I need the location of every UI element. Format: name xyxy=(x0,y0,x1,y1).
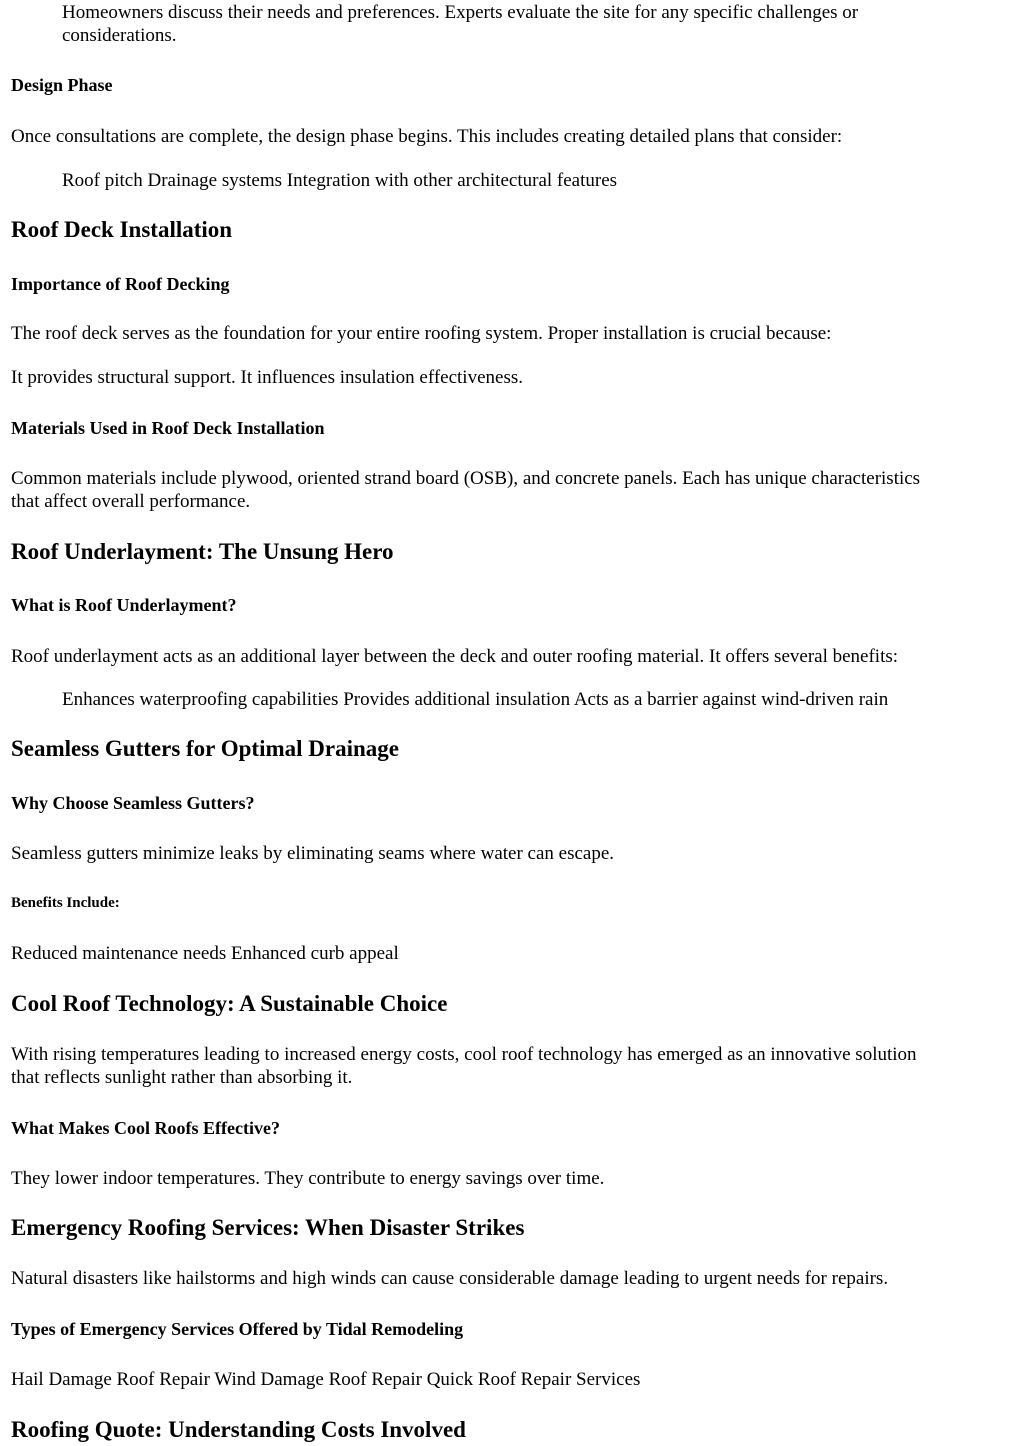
deck-materials-line-1: Common materials include plywood, oriented strand board (OSB), and concrete panels. Each has unique characteristics xyxy=(11,468,921,489)
underlayment-paragraph: Roof underlayment acts as an additional layer between the deck and outer roofing material. It offers several benefits: xyxy=(11,646,899,667)
decking-importance-list: It provides structural support. It influences insulation effectiveness. xyxy=(11,367,523,388)
cool-roof-line-1: With rising temperatures leading to increased energy costs, cool roof technology has emerged as an innovative solution xyxy=(11,1044,917,1065)
decking-importance-paragraph: The roof deck serves as the foundation for your entire roofing system. Proper installation is crucial because: xyxy=(11,323,832,344)
gutters-question: Why Choose Seamless Gutters? xyxy=(11,793,255,813)
deck-materials-line-2: that affect overall performance. xyxy=(11,491,251,512)
deck-materials-heading: Materials Used in Roof Deck Installation xyxy=(11,418,325,438)
emergency-heading: Emergency Roofing Services: When Disaster Strikes xyxy=(11,1215,525,1240)
design-phase-heading: Design Phase xyxy=(11,75,113,95)
roof-deck-heading: Roof Deck Installation xyxy=(11,217,233,242)
decking-importance-heading: Importance of Roof Decking xyxy=(11,274,230,294)
underlayment-question: What is Roof Underlayment? xyxy=(11,595,237,615)
emergency-paragraph: Natural disasters like hailstorms and high winds can cause considerable damage leading to urgent needs for repairs. xyxy=(11,1268,889,1289)
emergency-types-heading: Types of Emergency Services Offered by Tidal Remodeling xyxy=(11,1319,464,1339)
gutters-paragraph: Seamless gutters minimize leaks by eliminating seams where water can escape. xyxy=(11,843,615,864)
cool-roof-answer: They lower indoor temperatures. They contribute to energy savings over time. xyxy=(11,1168,605,1189)
consultation-text-line-1: Homeowners discuss their needs and preferences. Experts evaluate the site for any specific challenges or xyxy=(62,2,859,23)
consultation-text-line-2: considerations. xyxy=(62,25,177,46)
underlayment-heading: Roof Underlayment: The Unsung Hero xyxy=(11,539,394,564)
design-phase-paragraph: Once consultations are complete, the design phase begins. This includes creating detailed plans that consider: xyxy=(11,126,843,147)
gutters-heading: Seamless Gutters for Optimal Drainage xyxy=(11,736,399,761)
cool-roof-question: What Makes Cool Roofs Effective? xyxy=(11,1118,280,1138)
cool-roof-heading: Cool Roof Technology: A Sustainable Choice xyxy=(11,991,448,1016)
underlayment-list: Enhances waterproofing capabilities Provides additional insulation Acts as a barrier against wind-driven rain xyxy=(62,689,889,710)
emergency-types-list: Hail Damage Roof Repair Wind Damage Roof Repair Quick Roof Repair Services xyxy=(11,1369,641,1390)
benefits-heading: Benefits Include: xyxy=(11,895,120,911)
benefits-list: Reduced maintenance needs Enhanced curb appeal xyxy=(11,943,399,964)
design-phase-list: Roof pitch Drainage systems Integration with other architectural features xyxy=(62,170,618,191)
cool-roof-line-2: that reflects sunlight rather than absorbing it. xyxy=(11,1067,353,1088)
roofing-quote-heading: Roofing Quote: Understanding Costs Involved xyxy=(11,1417,466,1442)
